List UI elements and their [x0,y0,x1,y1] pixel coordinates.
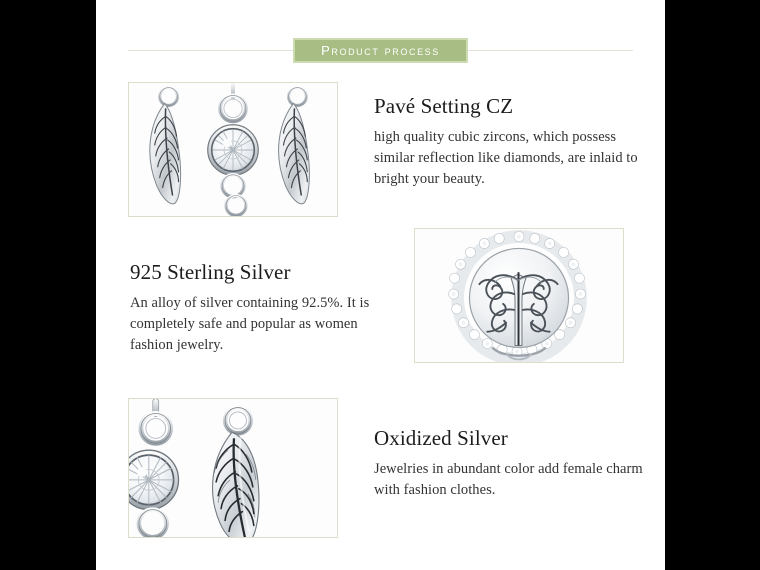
section-title-text: Product process [321,42,440,58]
feature-copy-925-sterling-silver [96,228,414,356]
feature-copy-pave-setting-cz [338,82,665,190]
feature-copy-oxidized-silver [338,398,665,501]
feature-body: An alloy of silver containing 92.5%. It is completely safe and popular as women fashion jewelry. [130,295,370,354]
section-header [96,38,665,64]
feature-row-925-sterling-silver [96,228,665,363]
feature-body: high quality cubic zircons, which possess similar reflection like diamonds, are inlaid to bright your beauty. [374,129,638,188]
feature-title: 925 Sterling Silver [130,260,291,284]
header-rule-left [128,50,293,51]
feature-title: Pavé Setting CZ [374,94,514,118]
feature-row-pave-setting-cz [96,82,665,217]
leaf-charms-with-cz-stone-photo [128,82,338,217]
tree-of-life-pave-pendant-photo [414,228,624,363]
feature-row-oxidized-silver [96,398,665,538]
content-column [96,0,665,570]
feature-title: Oxidized Silver [374,426,508,450]
section-title-banner [293,38,468,63]
header-rule-right [468,50,633,51]
oxidized-leaf-charm-photo [128,398,338,538]
feature-body: Jewelries in abundant color add female charm with fashion clothes. [374,461,643,499]
